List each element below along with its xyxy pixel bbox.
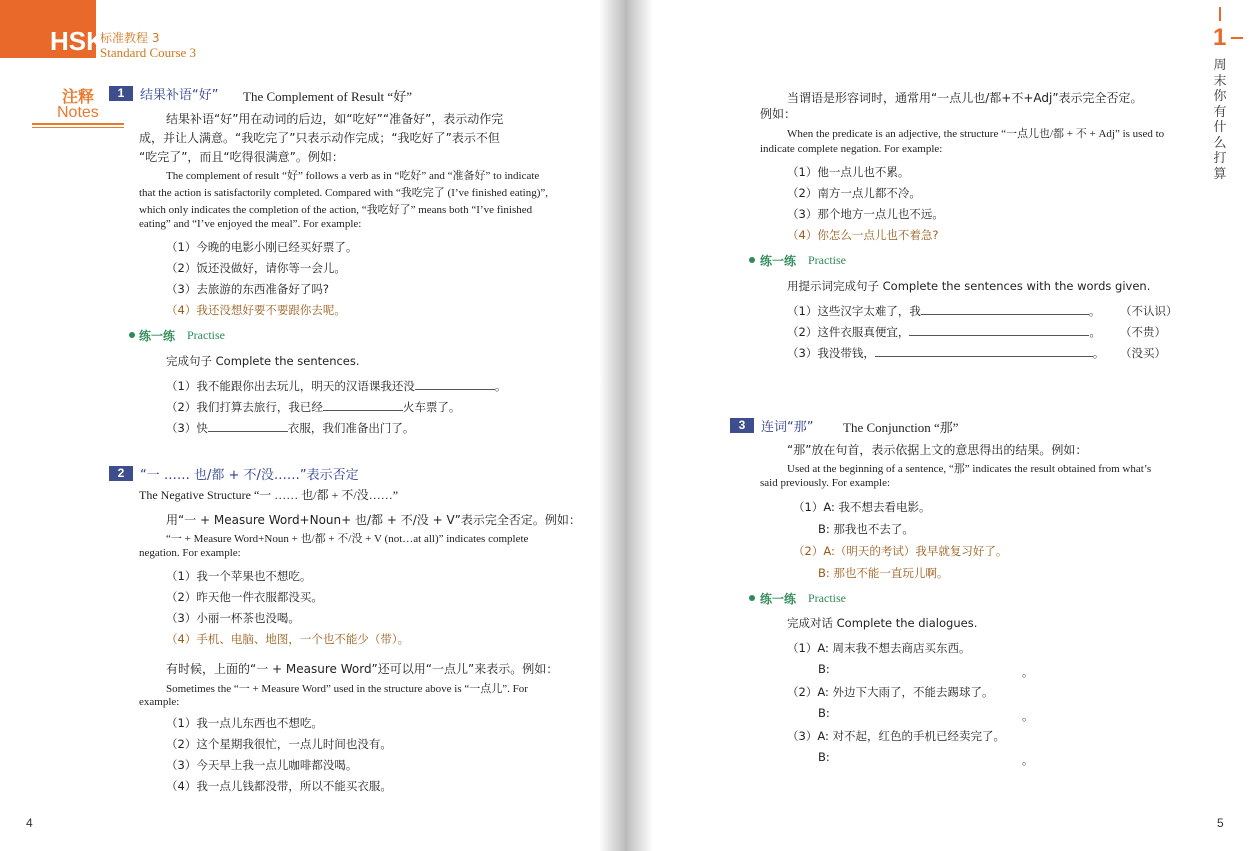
notes-rule xyxy=(32,123,124,125)
desc-zh-line: 成，并让人满意。“我吃完了”只表示动作完成；“我吃好了”表示不但 xyxy=(139,131,500,145)
chapter-marker-dash xyxy=(1231,37,1243,39)
practice-item: （1）我不能跟你出去玩儿，明天的汉语课我还没 。 xyxy=(166,379,507,393)
chapter-title-vertical: 周末你有什么打算 xyxy=(1213,58,1227,182)
gutter-shadow-left xyxy=(599,0,627,851)
answer-blank[interactable] xyxy=(208,420,288,432)
practice-hint: （没买） xyxy=(1120,346,1166,360)
example-item: （3）那个地方一点儿也不远。 xyxy=(787,207,944,221)
section-title-zh: 连词“那” xyxy=(761,420,814,435)
dialogue-line-b: B: xyxy=(818,706,830,720)
page-number-right: 5 xyxy=(1217,816,1224,830)
hsk-logo: HSK xyxy=(50,26,105,56)
desc-zh-line: “吃完了”，而且“吃得很满意”。例如： xyxy=(139,150,344,164)
answer-end: 。 xyxy=(1022,753,1034,767)
desc-zh-line: 例如： xyxy=(760,107,797,121)
practice-label-zh: 练一练 xyxy=(760,592,797,606)
book-title-zh: 标准教程 3 xyxy=(100,31,160,45)
section-title-en: The Complement of Result “好” xyxy=(243,89,412,104)
practice-label-en: Practise xyxy=(808,591,846,605)
desc-en-line: example: xyxy=(139,696,180,708)
notes-label-zh: 注释 xyxy=(62,87,95,106)
desc-en-line: said previously. For example: xyxy=(760,477,891,489)
desc-en-line: indicate complete negation. For example: xyxy=(760,143,943,155)
example-item: （1）我一个苹果也不想吃。 xyxy=(166,569,312,583)
example-item: （1）我一点儿东西也不想吃。 xyxy=(166,716,323,730)
practice-label-en: Practise xyxy=(187,328,225,342)
practice-instruction: 完成句子 Complete the sentences. xyxy=(166,354,360,368)
practice-hint: （不贵） xyxy=(1120,325,1166,339)
practice-instruction: 完成对话 Complete the dialogues. xyxy=(787,616,978,630)
desc-en-line: Used at the beginning of a sentence, “那” indicates the result obtained from what’s xyxy=(787,463,1152,475)
example-item: （1）今晚的电影小刚已经买好票了。 xyxy=(166,240,358,254)
section-title-en: The Negative Structure “一 …… 也/都 + 不/没……” xyxy=(139,488,399,502)
section-title-en: The Conjunction “那” xyxy=(843,420,959,435)
desc-en-line: negation. For example: xyxy=(139,547,241,559)
dialogue-line-a: （2）A:（明天的考试）我早就复习好了。 xyxy=(793,544,1008,558)
desc-en-line: that the action is satisfactorily completed. Compared with “我吃完了 (I’ve finished eating)”, xyxy=(139,187,549,199)
example-item: （1）他一点儿也不累。 xyxy=(787,165,910,179)
example-item: （2）这个星期我很忙，一点儿时间也没有。 xyxy=(166,737,392,751)
notes-label-en: Notes xyxy=(57,104,99,121)
example-item: （2）南方一点儿都不冷。 xyxy=(787,186,921,200)
practice-label-zh: 练一练 xyxy=(760,254,797,268)
practice-label-en: Practise xyxy=(808,253,846,267)
practice-item: （3）快 衣服，我们准备出门了。 xyxy=(166,421,415,435)
answer-end: 。 xyxy=(1022,665,1034,679)
dialogue-line-a: （1）A: 周末我不想去商店买东西。 xyxy=(787,641,971,655)
section-number: 2 xyxy=(109,466,133,481)
desc-en-line: Sometimes the “一 + Measure Word” used in the structure above is “一点儿”. For xyxy=(166,683,528,695)
practice-item: （1）这些汉字太难了，我 。 xyxy=(787,304,1101,318)
answer-blank[interactable] xyxy=(921,303,1089,315)
gutter-shadow-right xyxy=(627,0,653,851)
dialogue-line-a: （2）A: 外边下大雨了，不能去踢球了。 xyxy=(787,685,994,699)
answer-blank[interactable] xyxy=(415,378,495,390)
example-item: （3）去旅游的东西准备好了吗? xyxy=(166,282,329,296)
practice-bullet xyxy=(129,332,135,338)
desc-zh-line: 用“一 + Measure Word+Noun+ 也/都 + 不/没 + V”表示完全否定。例如： xyxy=(166,513,581,527)
practice-bullet xyxy=(749,257,755,263)
example-item: （4）我一点儿钱都没带，所以不能买衣服。 xyxy=(166,779,392,793)
dialogue-line-a: （3）A: 对不起，红色的手机已经卖完了。 xyxy=(787,729,1006,743)
practice-label-zh: 练一练 xyxy=(139,329,176,343)
practice-item: （2）我们打算去旅行，我已经 火车票了。 xyxy=(166,400,461,414)
section-number: 3 xyxy=(730,418,754,433)
practice-instruction: 用提示词完成句子 Complete the sentences with the words given. xyxy=(787,279,1151,293)
section-title-zh: 结果补语“好” xyxy=(140,88,219,103)
answer-end: 。 xyxy=(1022,709,1034,723)
answer-blank[interactable] xyxy=(875,345,1093,357)
page-number-left: 4 xyxy=(26,816,33,830)
practice-item: （3）我没带钱， 。 xyxy=(787,346,1105,360)
example-item: （4）手机、电脑、地图，一个也不能少（带）。 xyxy=(166,632,410,646)
desc-zh-line: 当谓语是形容词时，通常用“一点儿也/都+不+Adj”表示完全否定。 xyxy=(787,91,1143,105)
practice-bullet xyxy=(749,595,755,601)
practice-hint: （不认识） xyxy=(1120,304,1178,318)
desc-en-line: “一 + Measure Word+Noun + 也/都 + 不/没 + V (not…at all)” indicates complete xyxy=(166,533,529,545)
section-title-zh: “一 …… 也/都 + 不/没……”表示否定 xyxy=(140,468,359,483)
desc-zh-line: 结果补语“好”用在动词的后边，如“吃好”“准备好”，表示动作完 xyxy=(166,112,504,126)
example-item: （2）饭还没做好，请你等一会儿。 xyxy=(166,261,346,275)
desc-zh-line: 有时候，上面的“一 + Measure Word”还可以用“一点儿”来表示。例如： xyxy=(166,662,559,676)
notes-rule xyxy=(32,127,124,128)
desc-en-line: eating” and “I’ve enjoyed the meal”. For example: xyxy=(139,218,362,230)
section-number: 1 xyxy=(109,86,133,101)
dialogue-line-b: B: xyxy=(818,662,830,676)
dialogue-line-a: （1）A: 我不想去看电影。 xyxy=(793,500,931,514)
example-item: （2）昨天他一件衣服都没买。 xyxy=(166,590,323,604)
practice-item: （2）这件衣服真便宜， 。 xyxy=(787,325,1101,339)
desc-en-line: which only indicates the completion of the action, “我吃好了” means both “I’ve finished xyxy=(139,204,533,216)
dialogue-line-b: B: 那也不能一直玩儿啊。 xyxy=(818,566,949,580)
dialogue-line-b: B: xyxy=(818,750,830,764)
dialogue-line-b: B: 那我也不去了。 xyxy=(818,522,914,536)
desc-en-line: When the predicate is an adjective, the structure “一点儿也/都 + 不 + Adj” is used to xyxy=(787,128,1165,140)
example-item: （4）我还没想好要不要跟你去呢。 xyxy=(166,303,346,317)
example-item: （4）你怎么一点儿也不着急? xyxy=(787,228,939,242)
desc-zh-line: “那”放在句首，表示依据上文的意思得出的结果。例如： xyxy=(787,443,1088,457)
book-title-en: Standard Course 3 xyxy=(100,45,197,60)
right-page xyxy=(627,0,1254,851)
answer-blank[interactable] xyxy=(323,399,403,411)
example-item: （3）今天早上我一点儿咖啡都没喝。 xyxy=(166,758,358,772)
chapter-marker-bar xyxy=(1219,7,1221,21)
answer-blank[interactable] xyxy=(909,324,1089,336)
example-item: （3）小丽一杯茶也没喝。 xyxy=(166,611,300,625)
chapter-number: 1 xyxy=(1213,24,1227,51)
desc-en-line: The complement of result “好” follows a verb as in “吃好” and “准备好” to indicate xyxy=(166,170,540,182)
